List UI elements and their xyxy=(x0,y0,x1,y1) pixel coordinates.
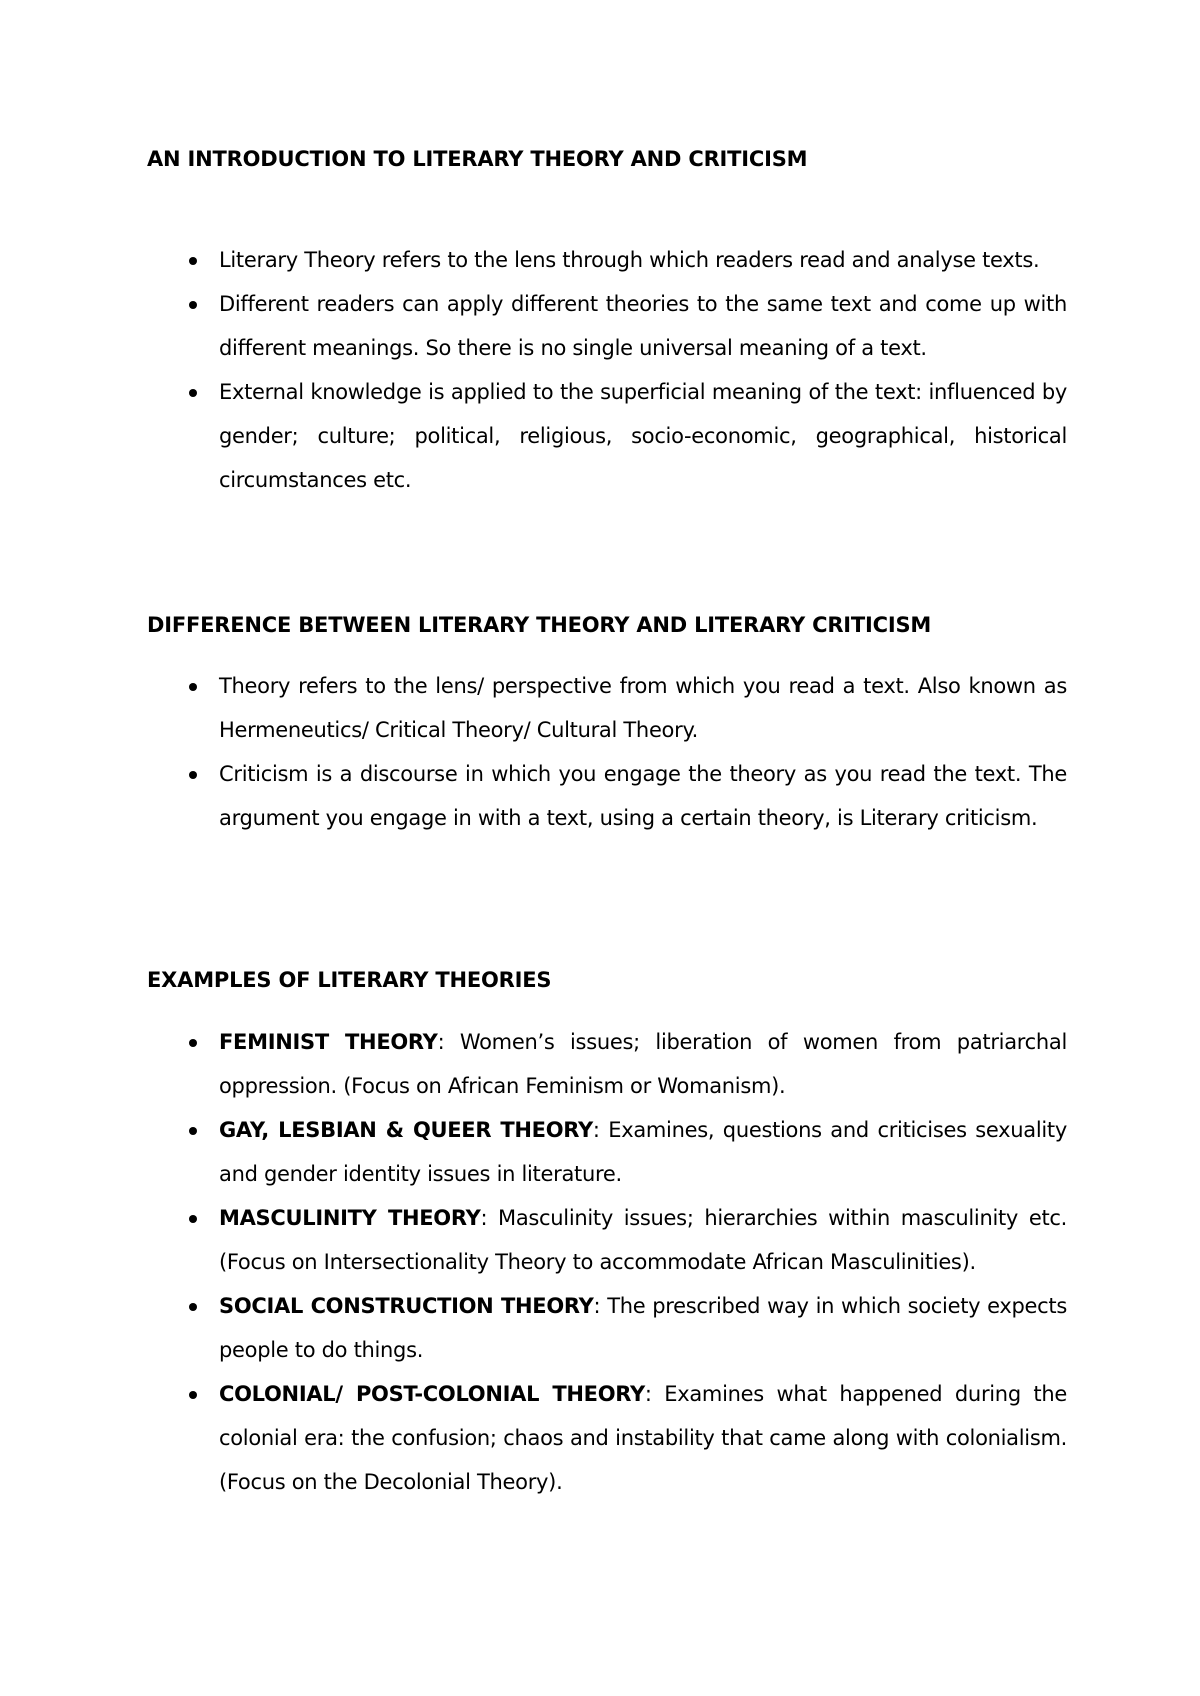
list-item: Criticism is a discourse in which you engage the theory as you read the text. The argument you engage in with a text, using a certain theory, is Literary criticism. xyxy=(147,752,1067,840)
bullet-icon xyxy=(189,301,197,309)
list-item: Literary Theory refers to the lens through which readers read and analyse texts. xyxy=(147,238,1067,282)
section-heading-difference: DIFFERENCE BETWEEN LITERARY THEORY AND LITERARY CRITICISM xyxy=(147,613,932,637)
theory-term: COLONIAL/ POST-COLONIAL THEORY xyxy=(219,1382,645,1406)
bullet-icon xyxy=(189,683,197,691)
list-item: Theory refers to the lens/ perspective from which you read a text. Also known as Hermeneutics/ Critical Theory/ Cultural Theory. xyxy=(147,664,1067,752)
list-item: MASCULINITY THEORY: Masculinity issues; hierarchies within masculinity etc. (Focus on Intersectionality Theory to accommodate African Masculinities). xyxy=(147,1196,1067,1284)
bullet-icon xyxy=(189,1391,197,1399)
section-heading-examples: EXAMPLES OF LITERARY THEORIES xyxy=(147,968,552,992)
bullet-icon xyxy=(189,1039,197,1047)
list-item: COLONIAL/ POST-COLONIAL THEORY: Examines what happened during the colonial era: the confusion; chaos and instability that came along with colonialism. (Focus on the Decolonial Theory). xyxy=(147,1372,1067,1504)
bullet-icon xyxy=(189,389,197,397)
theory-term: GAY, LESBIAN & QUEER THEORY xyxy=(219,1118,593,1142)
list-item: SOCIAL CONSTRUCTION THEORY: The prescribed way in which society expects people to do things. xyxy=(147,1284,1067,1372)
bullet-icon xyxy=(189,771,197,779)
bullet-icon xyxy=(189,1127,197,1135)
bullet-icon xyxy=(189,1215,197,1223)
examples-bullet-list xyxy=(147,1020,1067,1504)
bullet-icon xyxy=(189,257,197,265)
list-item: FEMINIST THEORY: Women’s issues; liberation of women from patriarchal oppression. (Focus on African Feminism or Womanism). xyxy=(147,1020,1067,1108)
list-item: Different readers can apply different theories to the same text and come up with different meanings. So there is no single universal meaning of a text. xyxy=(147,282,1067,370)
list-item: External knowledge is applied to the superficial meaning of the text: influenced by gender; culture; political, religious, socio-economic, geographical, historical circumstances etc. xyxy=(147,370,1067,502)
difference-bullet-list xyxy=(147,664,1067,840)
bullet-icon xyxy=(189,1303,197,1311)
list-item: GAY, LESBIAN & QUEER THEORY: Examines, questions and criticises sexuality and gender identity issues in literature. xyxy=(147,1108,1067,1196)
section-heading-introduction: AN INTRODUCTION TO LITERARY THEORY AND CRITICISM xyxy=(147,147,808,171)
introduction-bullet-list xyxy=(147,238,1067,502)
theory-term: FEMINIST THEORY xyxy=(219,1030,438,1054)
theory-term: MASCULINITY THEORY xyxy=(219,1206,481,1230)
theory-term: SOCIAL CONSTRUCTION THEORY xyxy=(219,1294,594,1318)
